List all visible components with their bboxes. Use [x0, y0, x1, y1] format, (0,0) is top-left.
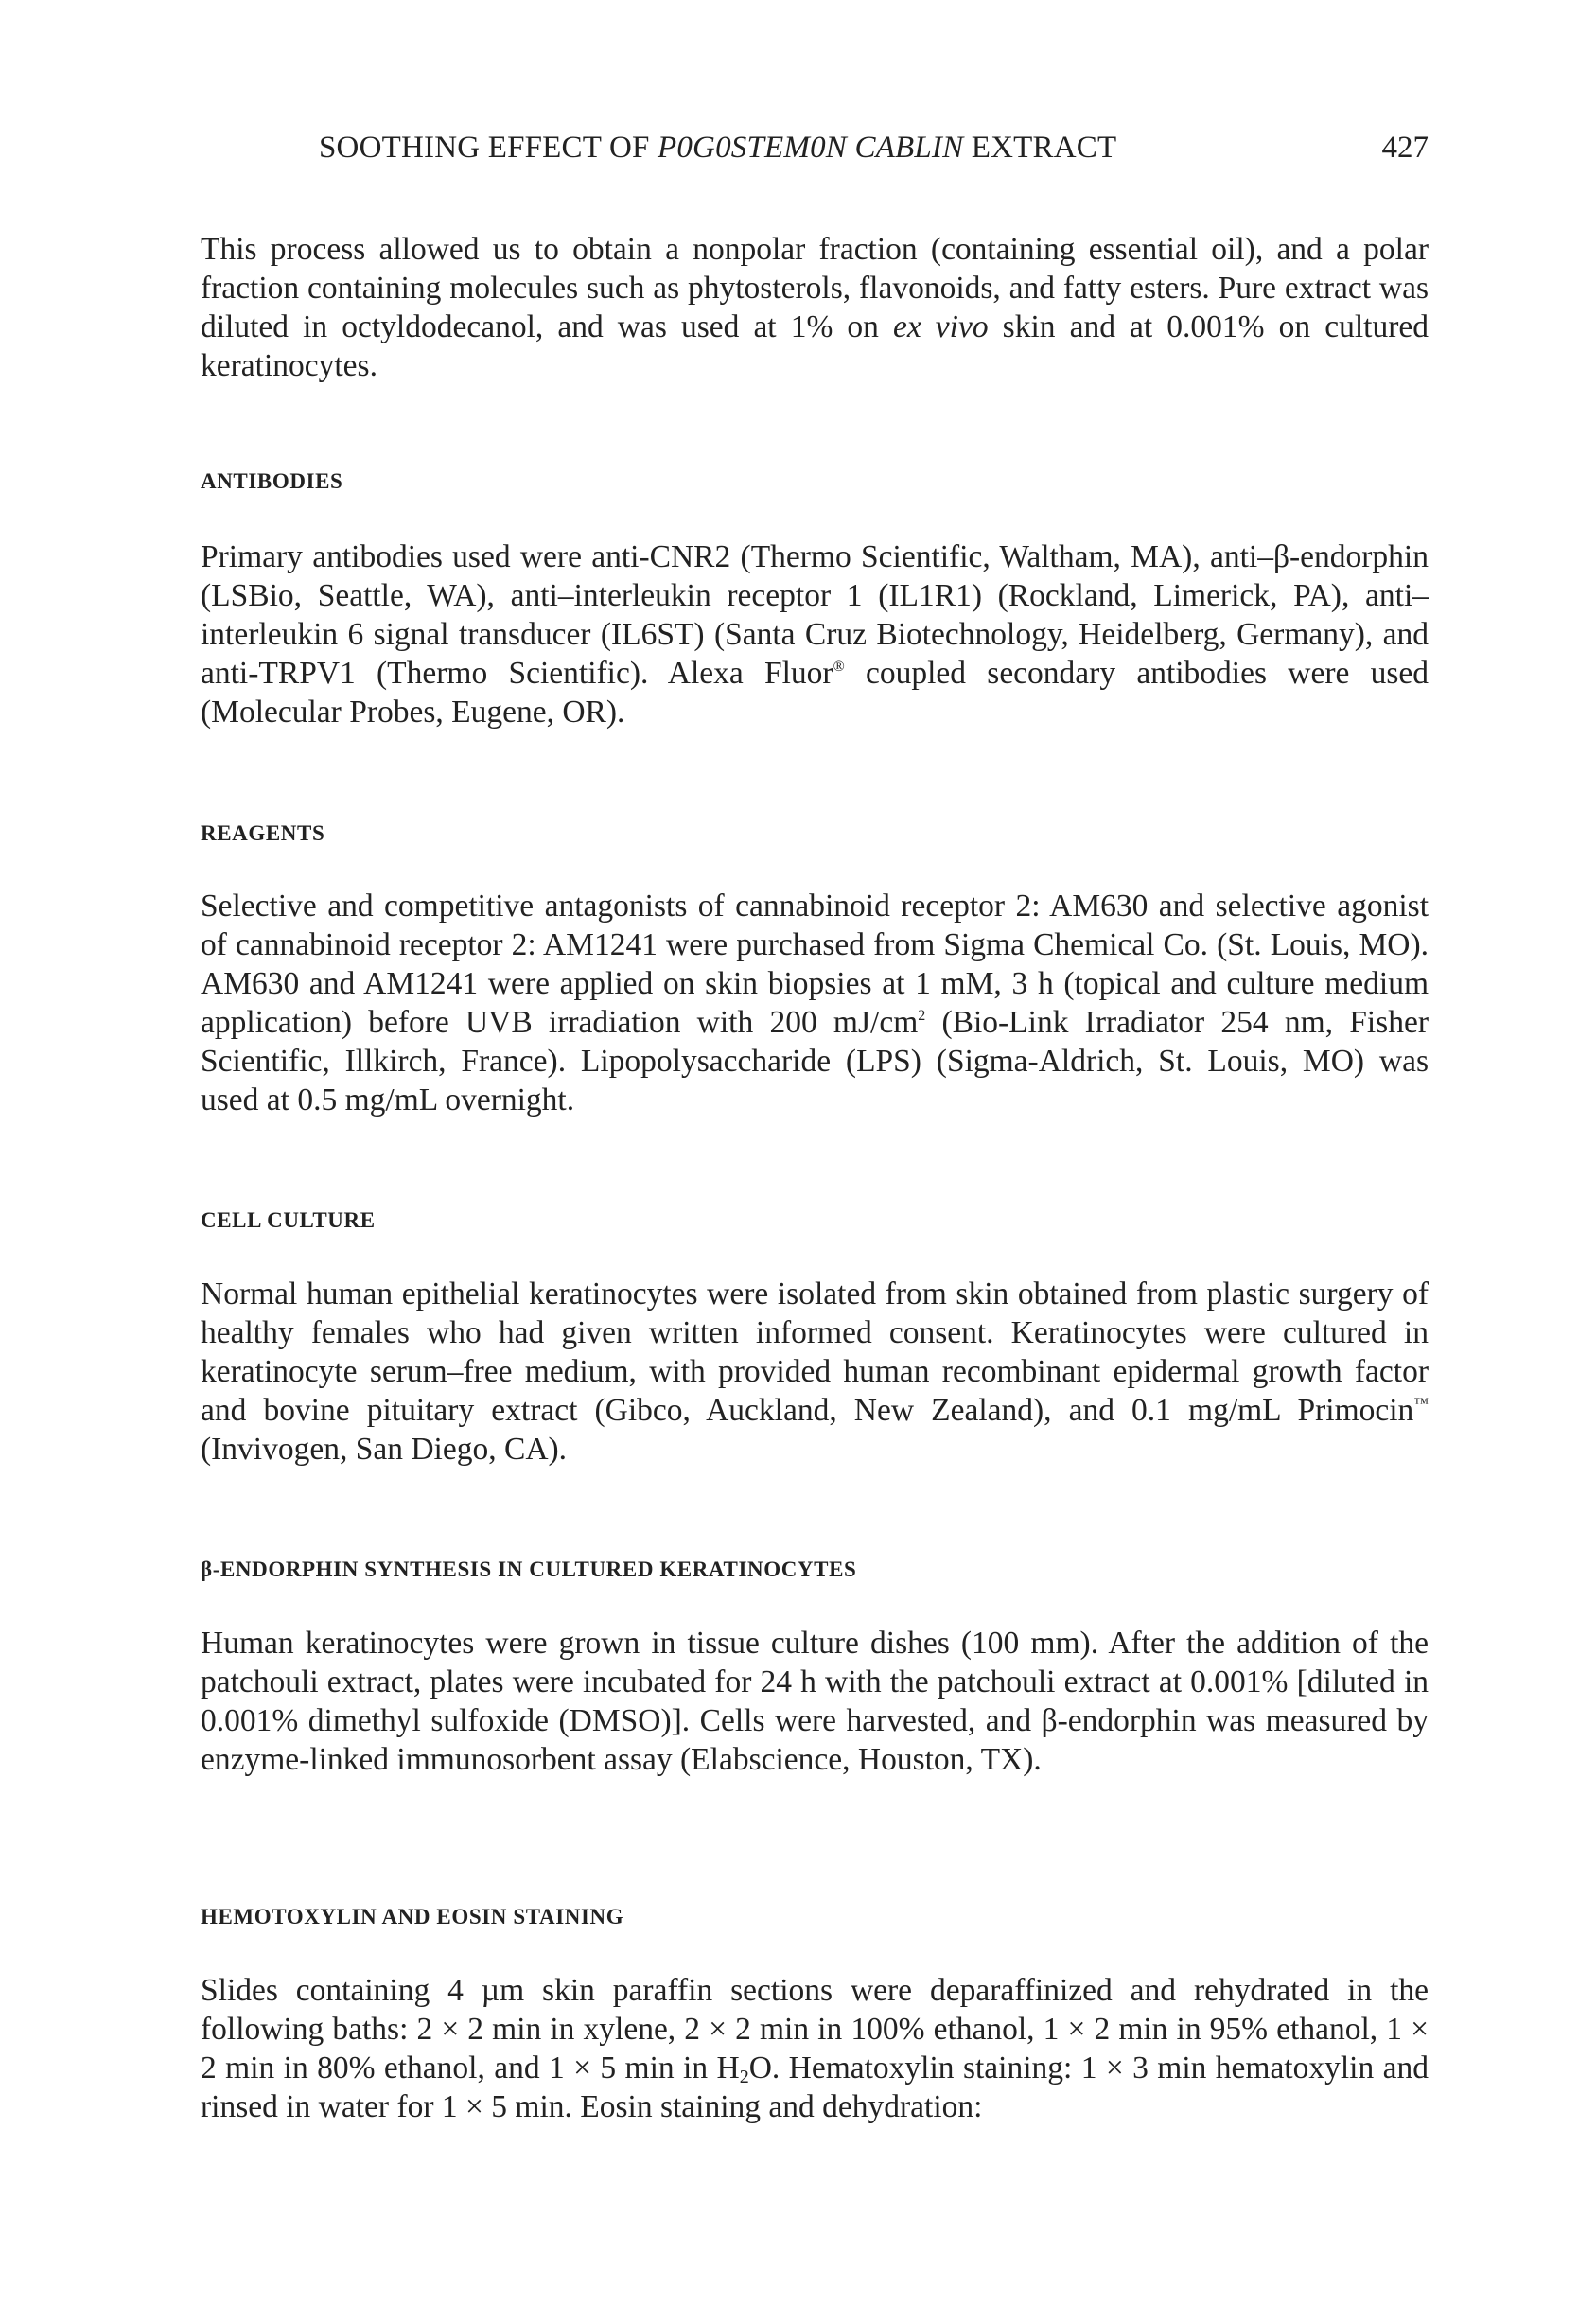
endorphin-paragraph: Human keratinocytes were grown in tissue culture dishes (100 mm). After the addition of the patchouli extract, plates were incubated for 24 h with the patchouli extract at 0.001% [diluted in 0.001% dimethyl sulfoxide (DMSO)]. Cells were harvested, and β-endorphin was measured by enzyme-linked immunosorbent assay (Elabscience, Houston, TX).	[201, 1626, 1429, 1777]
section-heading-he-staining: HEMOTOXYLIN AND EOSIN STAINING	[201, 1905, 624, 1928]
section-heading-cell-culture: CELL CULTURE	[201, 1208, 376, 1232]
running-title: SOOTHING EFFECT OF P0G0STEM0N CABLIN EXTRACT	[319, 131, 1117, 165]
section-heading-antibodies: ANTIBODIES	[201, 469, 343, 493]
intro-paragraph: This process allowed us to obtain a nonpolar fraction (containing essential oil), and a polar fraction containing molecules such as phytosterols, flavonoids, and fatty esters. Pure extract was diluted in octyldodecanol, and was used at 1% on ex vivo skin and at 0.001% on cultured keratinocytes.	[201, 232, 1429, 383]
reagents-paragraph: Selective and competitive antagonists of cannabinoid receptor 2: AM630 and selective agonist of cannabinoid receptor 2: AM1241 were purchased from Sigma Chemical Co. (St. Louis, MO). AM630 and AM1241 were applied on skin biopsies at 1 mM, 3 h (topical and culture medium application) before UVB irradiation with 200 $mJ/cm^2$ (Bio-Link Irradiator 254 nm, Fisher Scientific, Illkirch, France). Lipopolysaccharide (LPS) (Sigma-Aldrich, St. Louis, MO) was used at 0.5 mg/mL overnight.	[201, 889, 1429, 1118]
running-header	[201, 131, 1429, 172]
he-staining-paragraph: Slides containing 4 µm skin paraffin sections were deparaffinized and rehydrated in the following baths: 2 × 2 min in xylene, 2 × 2 min in 100% ethanol, 1 × 2 min in 95% ethanol, 1 × 2 min in 80% ethanol, and 1 × 5 min in $H_2O$. Hematoxylin staining: 1 × 3 min hematoxylin and rinsed in water for 1 × 5 min. Eosin staining and dehydration:	[201, 1973, 1429, 2124]
species-name: P0G0STEM0N CABLIN	[658, 131, 964, 165]
section-heading-endorphin: β-ENDORPHIN SYNTHESIS IN CULTURED KERATINOCYTES	[201, 1558, 857, 1581]
cell-culture-paragraph: Normal human epithelial keratinocytes were isolated from skin obtained from plastic surgery of healthy females who had given written informed consent. Keratinocytes were cultured in keratinocyte serum–free medium, with provided human recombinant epidermal growth factor and bovine pituitary extract (Gibco, Auckland, New Zealand), and 0.1 mg/mL Primocin™ (Invivogen, San Diego, CA).	[201, 1276, 1429, 1467]
antibodies-paragraph: Primary antibodies used were anti-CNR2 (Thermo Scientific, Waltham, MA), anti–β-endorphin (LSBio, Seattle, WA), anti–interleukin receptor 1 (IL1R1) (Rockland, Limerick, PA), anti–interleukin 6 signal transducer (IL6ST) (Santa Cruz Biotechnology, Heidelberg, Germany), and anti-TRPV1 (Thermo Scientific). Alexa Fluor® coupled secondary antibodies were used (Molecular Probes, Eugene, OR).	[201, 539, 1429, 730]
page-number: 427	[1381, 131, 1429, 165]
section-heading-reagents: REAGENTS	[201, 821, 325, 845]
